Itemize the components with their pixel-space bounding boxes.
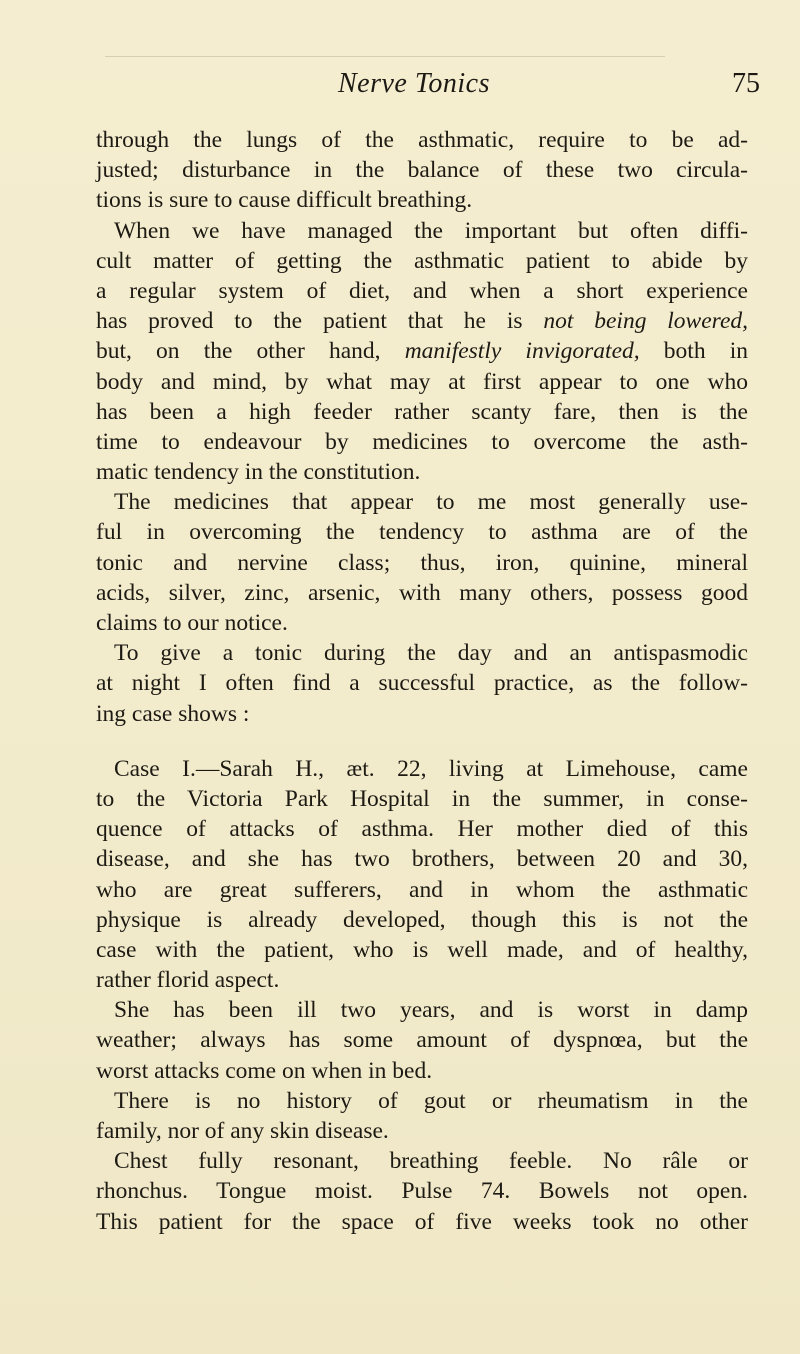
text-line: who are great sufferers, and in whom the asthmatic xyxy=(96,876,748,903)
text-line: through the lungs of the asthmatic, require to be ad- xyxy=(96,127,748,153)
text-line: tonic and nervine class; thus, iron, quinine, mineral xyxy=(96,549,748,576)
text-line: rather florid aspect. xyxy=(96,967,280,994)
text-line: quence of attacks of asthma. Her mother died of this xyxy=(96,816,748,843)
text-line: To give a tonic during the day and an antispasmodic xyxy=(114,640,748,667)
text-line: a regular system of diet, and when a short experience xyxy=(96,277,748,304)
case-heading-line: Case I.—Sarah H., æt. 22, living at Limehouse, came xyxy=(114,755,748,782)
text-line: weather; always has some amount of dyspnœa, but the xyxy=(96,1027,748,1054)
text-line: Chest fully resonant, breathing feeble. No râle or xyxy=(114,1148,748,1175)
text-line: The medicines that appear to me most generally use- xyxy=(114,489,748,516)
text-line: tions is sure to cause difficult breathing. xyxy=(96,187,473,214)
text-line: ing case shows : xyxy=(96,700,250,727)
text-line: matic tendency in the constitution. xyxy=(96,459,421,486)
text-line: case with the patient, who is well made, and of healthy, xyxy=(96,936,748,963)
body-text xyxy=(96,125,748,1237)
text-segment: has proved to the patient that he is xyxy=(96,308,544,335)
text-line: acids, silver, zinc, arsenic, with many others, possess good xyxy=(96,579,748,606)
text-line: justed; disturbance in the balance of these two circula- xyxy=(96,157,748,184)
text-line: has been a high feeder rather scanty fare, then is the xyxy=(96,398,748,425)
text-line: There is no history of gout or rheumatism in the xyxy=(114,1087,748,1114)
text-line xyxy=(96,336,748,366)
text-line: family, nor of any skin disease. xyxy=(96,1118,389,1144)
text-line: rhonchus. Tongue moist. Pulse 74. Bowels not open. xyxy=(96,1178,748,1205)
text-line: at night I often find a successful practice, as the follow- xyxy=(96,670,748,697)
page-number: 75 xyxy=(732,68,760,99)
text-line: physique is already developed, though this is not the xyxy=(96,906,748,933)
text-segment: both in xyxy=(639,338,749,365)
running-title: Nerve Tonics xyxy=(338,68,490,99)
text-line: This patient for the space of five weeks took no other xyxy=(96,1208,748,1235)
running-head xyxy=(0,68,800,108)
text-line: claims to our notice. xyxy=(96,610,288,636)
text-line: body and mind, by what may at first appear to one who xyxy=(96,368,748,395)
text-line: When we have managed the important but often diffi- xyxy=(114,217,748,244)
text-line: to the Victoria Park Hospital in the summer, in conse- xyxy=(96,785,748,812)
text-line: ful in overcoming the tendency to asthma are of the xyxy=(96,519,748,546)
italic-phrase: not being lowered, xyxy=(543,308,748,335)
text-line: She has been ill two years, and is worst in damp xyxy=(114,997,748,1024)
italic-phrase: manifestly invigorated, xyxy=(404,338,640,365)
text-segment: but, on the other hand, xyxy=(96,338,405,365)
text-line: disease, and she has two brothers, between 20 and 30, xyxy=(96,846,748,873)
paragraph-gap xyxy=(96,729,748,754)
text-line: time to endeavour by medicines to overcome the asth- xyxy=(96,428,748,455)
text-line xyxy=(96,306,748,336)
text-line: worst attacks come on when in bed. xyxy=(96,1057,433,1084)
text-line: cult matter of getting the asthmatic patient to abide by xyxy=(96,247,748,274)
header-rule xyxy=(105,56,665,57)
